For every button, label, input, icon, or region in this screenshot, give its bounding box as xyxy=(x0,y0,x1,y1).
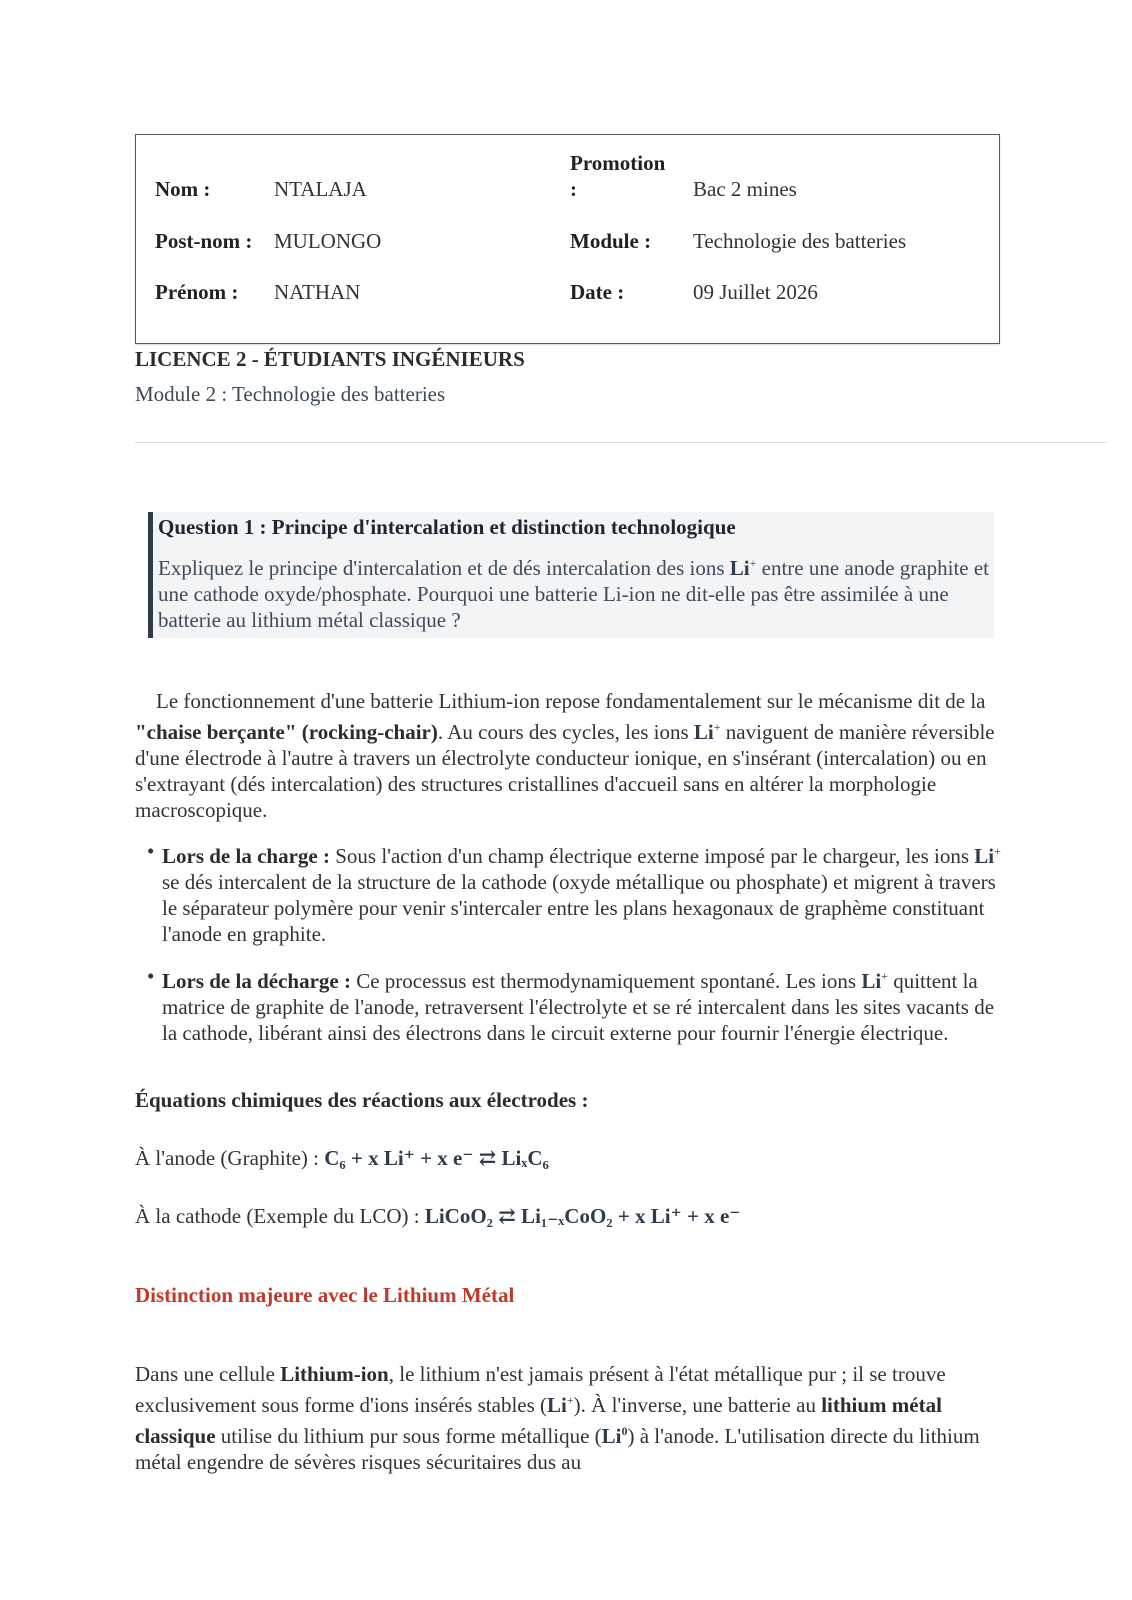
promotion-label: Promotion xyxy=(570,151,666,175)
postnom-label: Post-nom : xyxy=(155,229,253,253)
promotion-value: Bac 2 mines xyxy=(693,177,797,201)
question-title: Question 1 : Principe d'intercalation et distinction technologique xyxy=(158,515,736,539)
question-body: Expliquez le principe d'intercalation et de dés intercalation des ions Li+ entre une anode graphite et une cathode oxyde/phosphate. Pourquoi une batterie Li-ion ne dit-elle pas être assimilée à une batterie au lithium métal classique ? xyxy=(158,556,990,632)
module-label: Module : xyxy=(570,229,652,253)
equations-title: Équations chimiques des réactions aux électrodes : xyxy=(135,1088,589,1112)
prenom-value: NATHAN xyxy=(274,280,361,304)
module-value: Technologie des batteries xyxy=(693,229,907,253)
date-value: 09 Juillet 2026 xyxy=(693,280,818,304)
intro-paragraph: Le fonctionnement d'une batterie Lithium-ion repose fondamentalement sur le mécanisme dit de la "chaise berçante" (rocking-chair). Au cours des cycles, les ions Li+ naviguent de manière réversible d'une électrode à l'autre à travers un électrolyte conducteur ionique, en s'insérant (intercalation) ou en s'extrayant (dés intercalation) des structures cristallines d'accueil sans en altérer la morphologie macroscopique. xyxy=(135,689,995,822)
question-block xyxy=(148,512,994,638)
distinction-title: Distinction majeure avec le Lithium Métal xyxy=(135,1283,515,1307)
cathode-equation: À la cathode (Exemple du LCO) : LiCoO₂ ⇄ Li₁₋ₓCoO₂ + x Li⁺ + x e⁻ xyxy=(135,1204,741,1228)
nom-value: NTALAJA xyxy=(274,177,367,201)
licence-title: LICENCE 2 - ÉTUDIANTS INGÉNIEURS xyxy=(135,347,525,371)
list-item-charge: • Lors de la charge : Sous l'action d'un champ électrique externe imposé par le chargeur, les ions Li+ se dés intercalent de la structure de la cathode (oxyde métallique ou phosphate) et migrent à travers le séparateur polymère pour venir s'intercaler entre les plans hexagonaux de graphème constituant l'anode en graphite. xyxy=(135,838,1005,947)
prenom-label: Prénom : xyxy=(155,280,239,304)
process-list xyxy=(135,838,1005,1062)
distinction-paragraph: Dans une cellule Lithium-ion, le lithium n'est jamais présent à l'état métallique pur ; il se trouve exclusivement sous forme d'ions insérés stables (Li+). À l'inverse, une batterie au lithium métal classique utilise du lithium pur sous forme métallique (Li$^0$) à l'anode. L'utilisation directe du lithium métal engendre de sévères risques sécuritaires dus au xyxy=(135,1362,980,1474)
student-info-box xyxy=(135,134,1000,344)
divider xyxy=(135,442,1107,443)
anode-equation: À l'anode (Graphite) : C₆ + x Li⁺ + x e⁻ ⇄ LiₓC₆ xyxy=(135,1146,549,1170)
postnom-value: MULONGO xyxy=(274,229,382,253)
date-label: Date : xyxy=(570,280,625,304)
promotion-label-colon: : xyxy=(570,177,577,201)
module-subtitle: Module 2 : Technologie des batteries xyxy=(135,382,446,406)
list-item-decharge: • Lors de la décharge : Ce processus est thermodynamiquement spontané. Les ions Li+ quittent la matrice de graphite de l'anode, retraversent l'électrolyte et se ré intercalent dans les sites vacants de la cathode, libérant ainsi des électrons dans le circuit externe pour fournir l'énergie électrique. xyxy=(135,963,1005,1046)
nom-label: Nom : xyxy=(155,177,211,201)
